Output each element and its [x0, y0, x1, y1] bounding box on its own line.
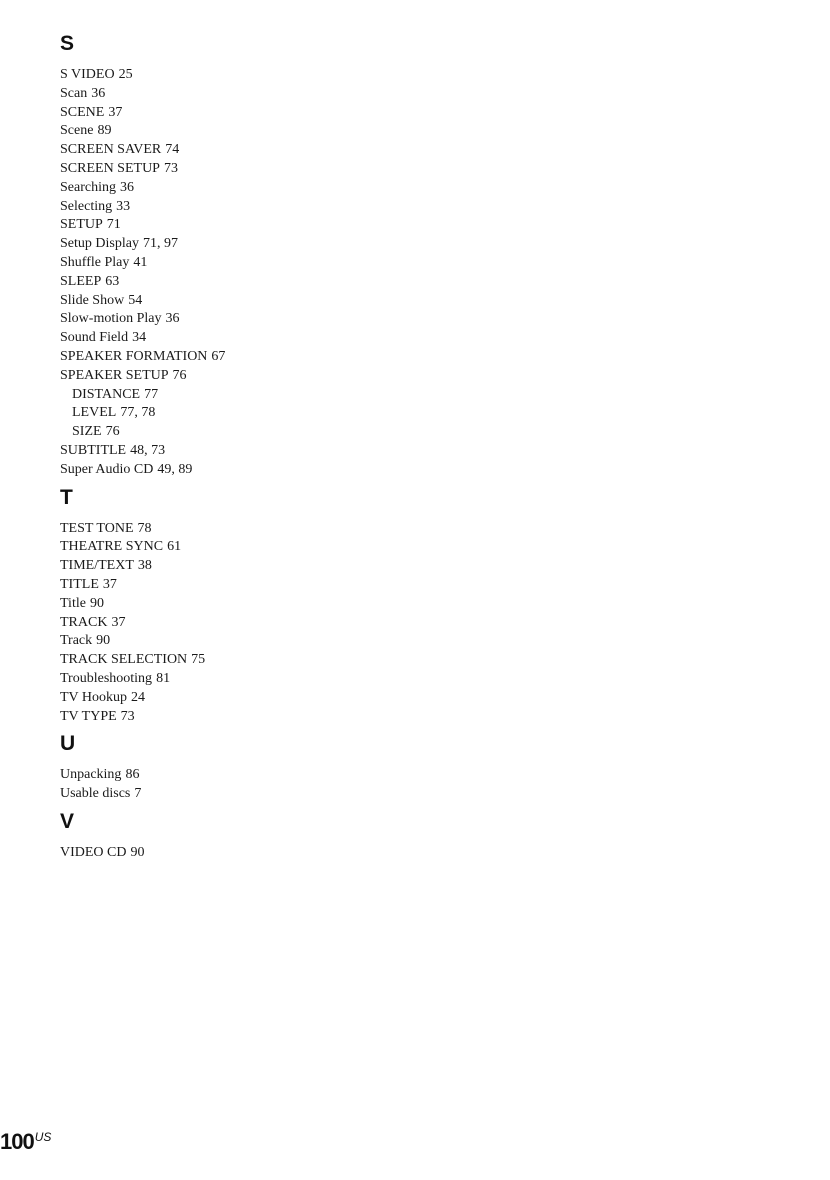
entry-term: Troubleshooting: [60, 670, 153, 686]
entry-term: Selecting: [60, 198, 113, 214]
index-entry: [60, 141, 460, 160]
entry-pages: 63: [105, 273, 120, 289]
entry-pages: 41: [133, 254, 148, 270]
entry-pages: 38: [137, 558, 152, 574]
index-entry: [60, 557, 460, 576]
index-entry: [60, 292, 460, 311]
index-entry: [60, 216, 460, 235]
entry-term: Title: [60, 595, 86, 611]
index-entry: [60, 85, 460, 104]
index-entry: [60, 198, 460, 217]
index-entry: [60, 520, 460, 539]
entry-pages: 89: [97, 123, 112, 139]
entry-term: SCREEN SETUP: [60, 160, 160, 176]
entry-pages: 75: [191, 652, 206, 668]
entry-term: Slide Show: [60, 292, 125, 308]
index-entry: [60, 122, 460, 141]
index-entry: [60, 310, 460, 329]
index-entry: [60, 66, 460, 85]
entry-term: TV TYPE: [60, 708, 117, 724]
entry-term: SCENE: [60, 104, 105, 120]
index-entry: [60, 348, 460, 367]
index-entry: [60, 538, 460, 557]
index-section-t: [60, 486, 460, 727]
index-entry: [60, 595, 460, 614]
index-entry: [60, 785, 460, 804]
entry-pages: 49, 89: [157, 461, 193, 477]
entry-term: TRACK: [60, 614, 108, 630]
entry-term: SLEEP: [60, 273, 102, 289]
index-entry: [60, 442, 460, 461]
entry-pages: 7: [134, 786, 142, 802]
index-entry: [60, 235, 460, 254]
section-heading-s: S: [60, 32, 75, 55]
entry-term: Scan: [60, 85, 88, 101]
entry-pages: 48, 73: [130, 442, 166, 458]
entry-term: VIDEO CD: [60, 844, 127, 860]
section-heading-u: U: [60, 732, 76, 756]
entry-term: SUBTITLE: [60, 442, 127, 458]
index-entry: [60, 329, 460, 348]
entry-term: TEST TONE: [60, 520, 134, 536]
entry-term: THEATRE SYNC: [60, 539, 164, 555]
index-entry: [60, 670, 460, 689]
index-entry: [60, 179, 460, 198]
entry-pages: 78: [137, 520, 152, 536]
entry-term: Unpacking: [60, 767, 122, 783]
entry-pages: 25: [118, 67, 133, 82]
entry-list-s: [60, 66, 460, 480]
entry-pages: 61: [167, 539, 182, 555]
entry-pages: 37: [111, 614, 126, 630]
entry-pages: 90: [96, 633, 111, 649]
entry-term: SIZE: [72, 424, 102, 440]
entry-term: S VIDEO: [60, 67, 115, 82]
page-number: [0, 1124, 51, 1155]
entry-pages: 76: [172, 367, 187, 383]
entry-term: Sound Field: [60, 330, 129, 346]
entry-pages: 90: [89, 595, 104, 611]
entry-pages: 33: [116, 198, 131, 214]
entry-term: Scene: [60, 123, 94, 139]
entry-pages: 67: [211, 348, 226, 364]
entry-pages: 36: [165, 311, 180, 327]
entry-term: Super Audio CD: [60, 461, 154, 477]
entry-pages: 77: [144, 386, 159, 402]
entry-term: Usable discs: [60, 786, 131, 802]
entry-pages: 71: [106, 217, 121, 233]
index-entry: [60, 689, 460, 708]
index-page: [60, 32, 460, 863]
entry-term: Setup Display: [60, 236, 139, 252]
index-section-s: [60, 32, 460, 480]
index-entry: [60, 708, 460, 727]
entry-pages: 76: [105, 424, 120, 440]
index-entry: [60, 651, 460, 670]
entry-pages: 90: [130, 844, 145, 860]
entry-pages: 24: [131, 689, 146, 705]
index-section-v: [60, 810, 460, 863]
index-entry: [60, 254, 460, 273]
entry-term: LEVEL: [72, 405, 117, 421]
section-heading-v: V: [60, 809, 75, 833]
index-entry: [60, 461, 460, 480]
entry-term: Slow-motion Play: [60, 311, 162, 327]
entry-list-t: [60, 520, 460, 727]
entry-term: DISTANCE: [72, 386, 141, 402]
entry-list-v: [60, 844, 460, 863]
index-entry: [60, 273, 460, 292]
index-subentry: [60, 386, 460, 405]
entry-pages: 77, 78: [120, 405, 156, 421]
entry-pages: 36: [119, 179, 134, 195]
entry-pages: 71, 97: [142, 236, 178, 252]
index-entry: [60, 766, 460, 785]
index-subentry: [60, 404, 460, 423]
entry-term: SETUP: [60, 217, 103, 233]
index-entry: [60, 632, 460, 651]
entry-pages: 37: [102, 576, 117, 592]
index-entry: [60, 160, 460, 179]
entry-pages: 36: [91, 85, 106, 101]
entry-term: TITLE: [60, 576, 99, 592]
entry-pages: 34: [132, 330, 147, 346]
entry-pages: 81: [156, 670, 171, 686]
entry-pages: 73: [163, 160, 178, 176]
entry-term: SPEAKER SETUP: [60, 367, 169, 383]
index-entry: [60, 576, 460, 595]
entry-term: TRACK SELECTION: [60, 652, 188, 668]
entry-term: SCREEN SAVER: [60, 142, 162, 158]
page-number-value: 100: [0, 1129, 34, 1154]
entry-term: SPEAKER FORMATION: [60, 348, 208, 364]
page-number-region-suffix: US: [34, 1130, 52, 1144]
entry-pages: 54: [128, 292, 143, 308]
index-entry: [60, 844, 460, 863]
entry-pages: 74: [165, 142, 180, 158]
section-heading-t: T: [60, 485, 73, 509]
entry-pages: 37: [108, 104, 123, 120]
entry-list-u: [60, 766, 460, 804]
index-section-u: [60, 732, 460, 804]
entry-pages: 86: [125, 767, 140, 783]
index-subentry: [60, 423, 460, 442]
index-entry: [60, 104, 460, 123]
entry-term: TIME/TEXT: [60, 558, 134, 574]
index-entry: [60, 614, 460, 633]
entry-pages: 73: [120, 708, 135, 724]
entry-term: TV Hookup: [60, 689, 128, 705]
index-entry: [60, 367, 460, 386]
entry-term: Shuffle Play: [60, 254, 130, 270]
entry-term: Track: [60, 633, 93, 649]
entry-term: Searching: [60, 179, 116, 195]
